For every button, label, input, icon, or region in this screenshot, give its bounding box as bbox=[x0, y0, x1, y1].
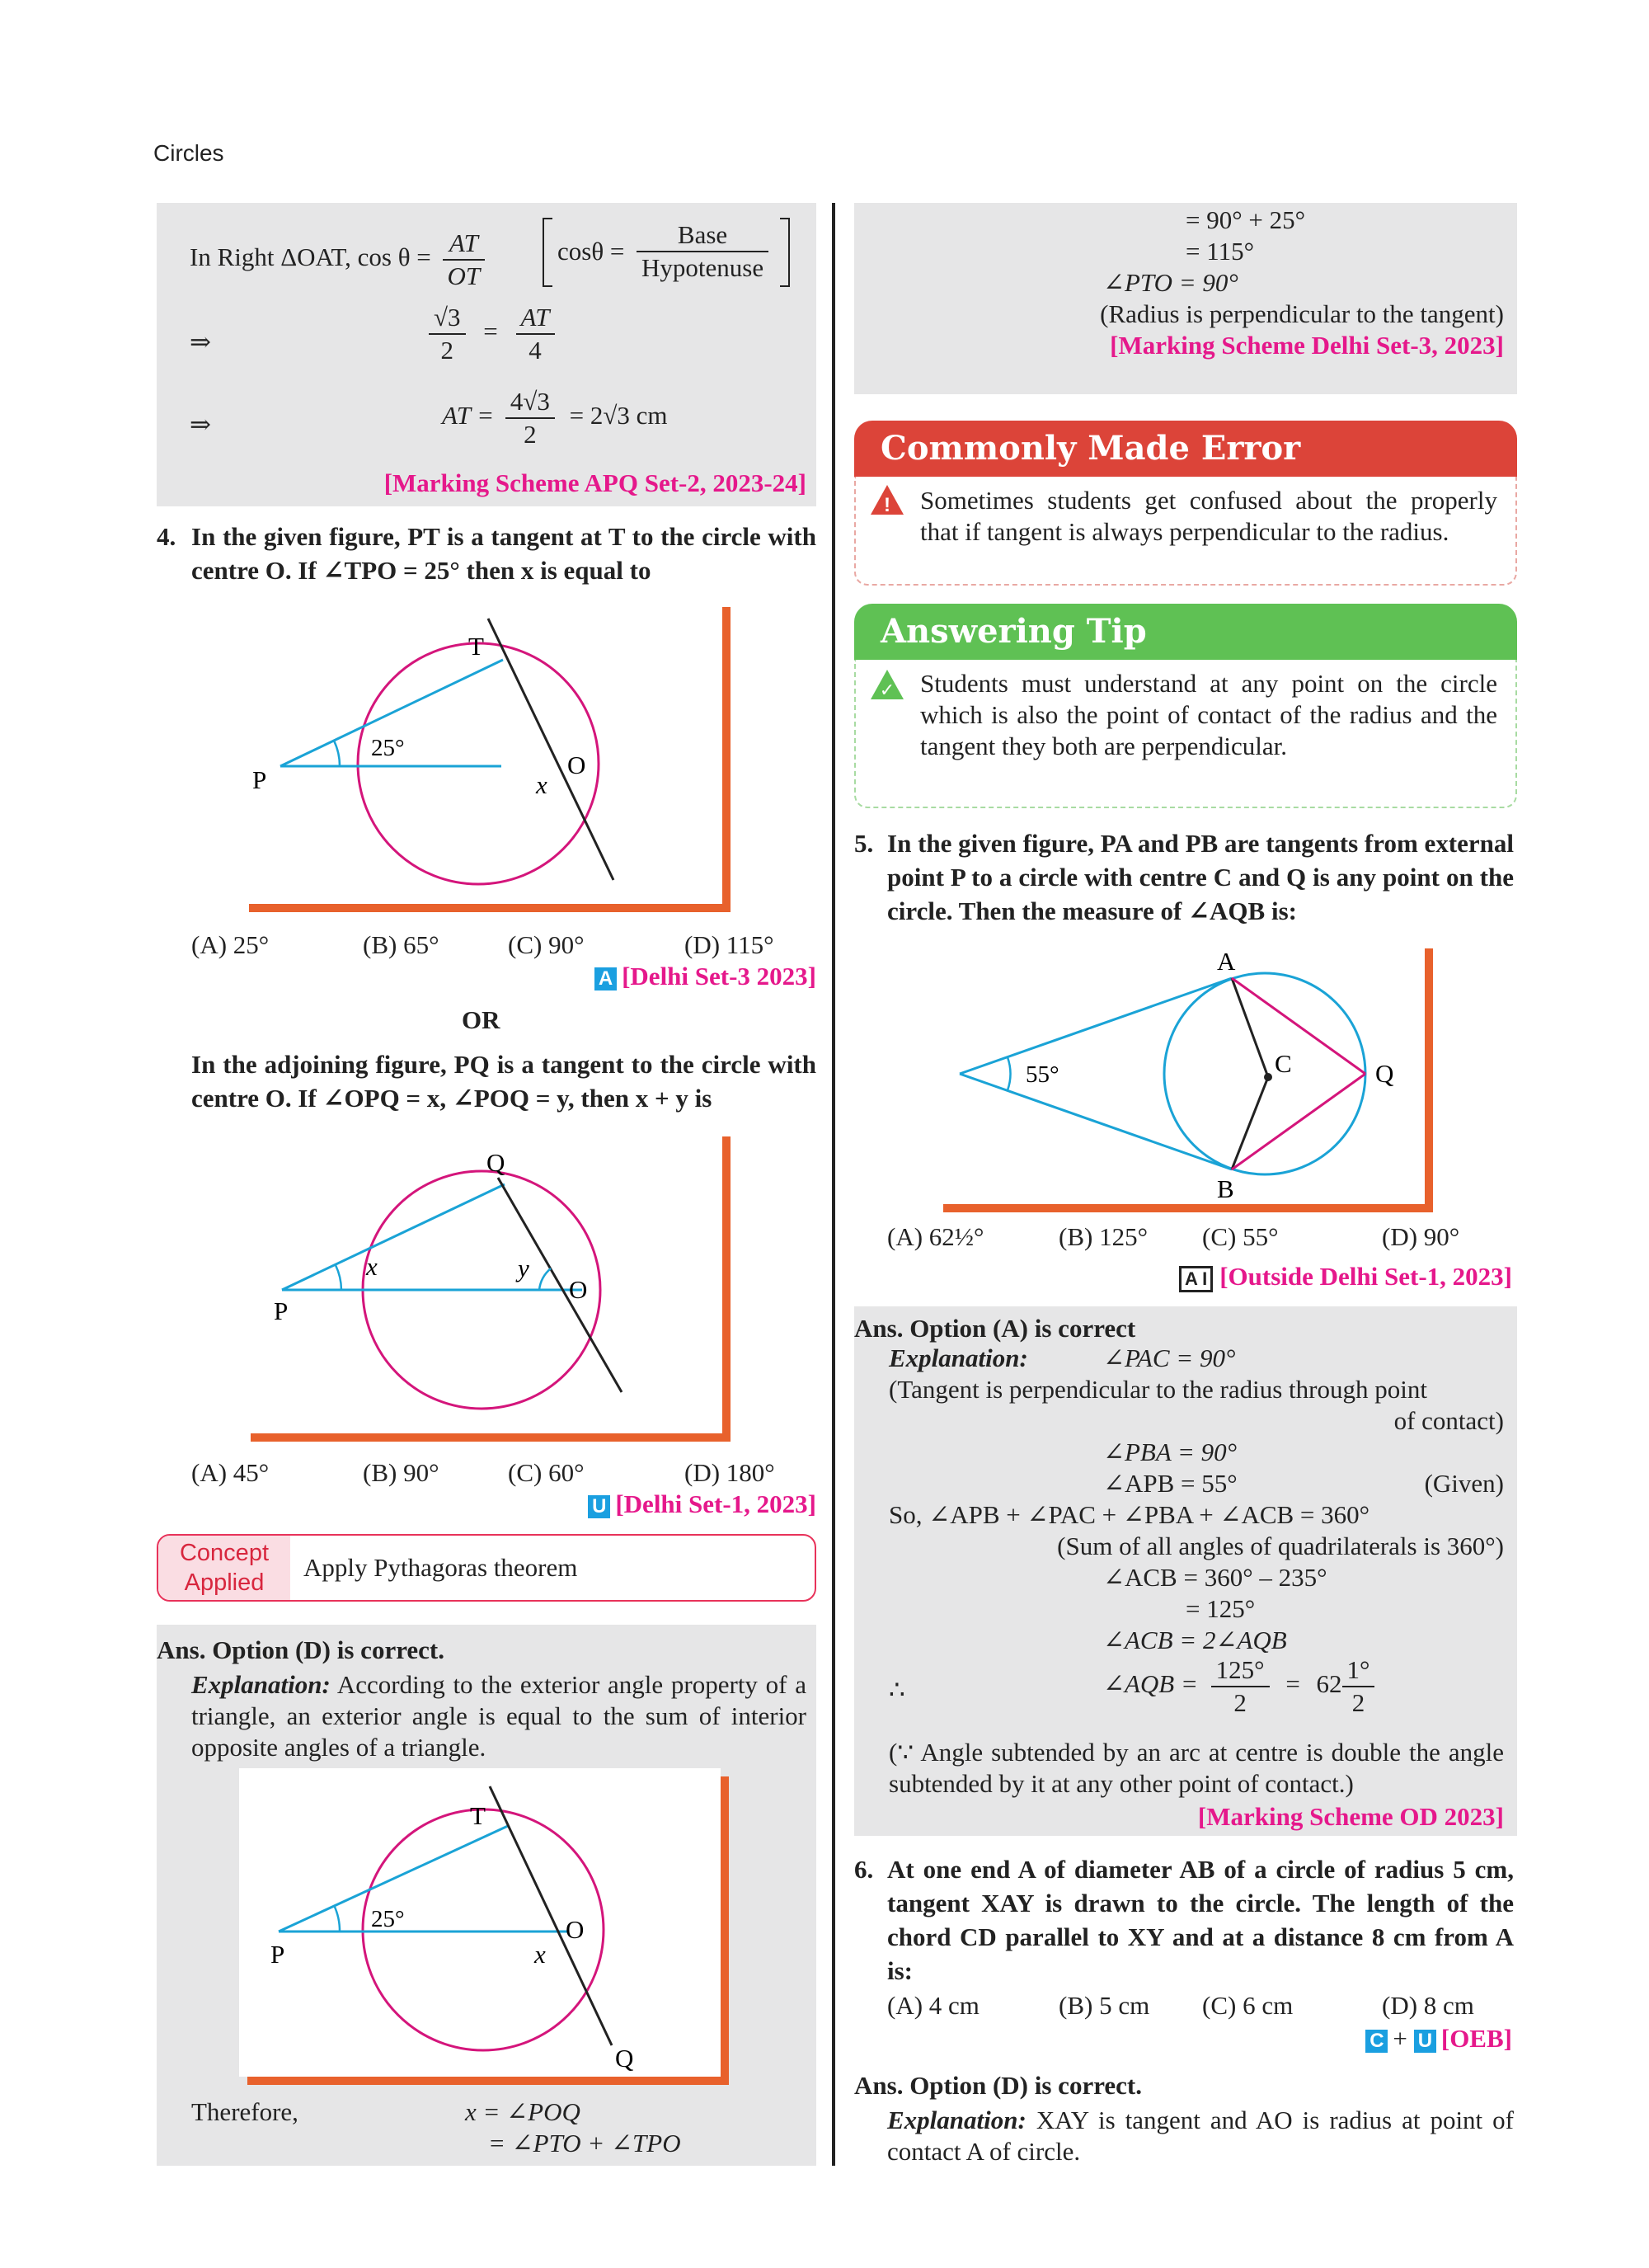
q4-or: OR bbox=[462, 1005, 500, 1034]
ans5-d2: 2 bbox=[1233, 1688, 1247, 1717]
ans4-heading: Ans. Option (D) is correct. bbox=[157, 1635, 444, 1664]
fig2-label-o: O bbox=[569, 1275, 588, 1304]
ans3-four: 4 bbox=[529, 336, 542, 365]
fig2-label-y: y bbox=[518, 1254, 529, 1282]
q4-number: 4. bbox=[157, 522, 176, 551]
answer-4-block bbox=[157, 1625, 816, 2166]
ans5-explanation-label: Explanation: bbox=[889, 1343, 1028, 1372]
fig3-label-o: O bbox=[566, 1915, 585, 1944]
ans3-at-eq: AT = bbox=[442, 401, 495, 431]
q6-reference: [OEB] bbox=[1440, 2024, 1512, 2053]
q4-alt-option-b[interactable]: (B) 90° bbox=[363, 1458, 439, 1487]
concept-applied-text: Apply Pythagoras theorem bbox=[303, 1553, 578, 1582]
ans4c-line2: = 115° bbox=[1186, 237, 1254, 266]
q6-option-b[interactable]: (B) 5 cm bbox=[1059, 1991, 1150, 2020]
ans5-eq: = bbox=[1285, 1669, 1300, 1699]
q4-text: In the given figure, PT is a tangent at T to the circle with centre O. If ∠TPO = 25° then x is equal to bbox=[191, 522, 816, 585]
q6-option-a[interactable]: (A) 4 cm bbox=[887, 1991, 980, 2020]
ans3-two: 2 bbox=[440, 336, 453, 365]
ans4-figure bbox=[239, 1768, 721, 2077]
concept-applied-label: Concept Applied bbox=[158, 1536, 290, 1600]
ans3-frac-at: AT bbox=[443, 228, 486, 261]
ans5-n1: 1° bbox=[1342, 1654, 1375, 1687]
fig4-label-a: A bbox=[1217, 947, 1236, 976]
ans5-d2b: 2 bbox=[1351, 1688, 1365, 1717]
page-header-title: Circles bbox=[153, 140, 224, 166]
cme-text: Sometimes students get confused about the properly that if tangent is always perpendicular to the radius. bbox=[920, 486, 1497, 546]
ans5-e8: ∠ACB = 360° – 235° bbox=[1103, 1563, 1327, 1592]
q4-figure-svg bbox=[241, 599, 722, 904]
q4-figure bbox=[241, 599, 722, 904]
ans5-e1: ∠PAC = 90° bbox=[1103, 1343, 1236, 1372]
ans5-given: (Given) bbox=[1424, 1469, 1504, 1498]
ans5-e10: ∠ACB = 2∠AQB bbox=[1103, 1626, 1287, 1654]
q4-alt-option-a[interactable]: (A) 45° bbox=[191, 1458, 270, 1487]
ans4-explanation: According to the exterior angle property of a triangle, an exterior angle is equal to the sum of interior opposite angles of a triangle. bbox=[191, 1670, 806, 1762]
ans5-e3: of contact) bbox=[1393, 1406, 1504, 1435]
fig1-label-x: x bbox=[536, 770, 547, 799]
ans5-e6: So, ∠APB + ∠PAC + ∠PBA + ∠ACB = 360° bbox=[889, 1500, 1370, 1529]
q5-option-a[interactable]: (A) 62½° bbox=[887, 1222, 984, 1251]
ans6-explanation: XAY is tangent and AO is radius at point of contact A of circle. bbox=[887, 2106, 1514, 2166]
ans3-arrow1: ⇒ bbox=[190, 327, 211, 356]
ans6-explanation-label: Explanation: bbox=[887, 2106, 1027, 2134]
tip-title: Answering Tip bbox=[854, 604, 1517, 660]
ans4c-reference: [Marking Scheme Delhi Set-3, 2023] bbox=[1110, 331, 1504, 360]
fig3-label-p: P bbox=[270, 1940, 285, 1969]
ans5-heading: Ans. Option (A) is correct bbox=[854, 1314, 1136, 1343]
ans5-e2: (Tangent is perpendicular to the radius through point bbox=[889, 1375, 1427, 1404]
q5-figure bbox=[935, 940, 1425, 1204]
ans4-explanation-label: Explanation: bbox=[191, 1670, 331, 1699]
ans5-e7: (Sum of all angles of quadrilaterals is 360°) bbox=[1057, 1532, 1504, 1560]
q6-badge-u: U bbox=[1414, 2030, 1436, 2053]
q5-number: 5. bbox=[854, 829, 874, 858]
fig2-label-q: Q bbox=[486, 1148, 505, 1177]
fig1-label-angle: 25° bbox=[371, 735, 405, 761]
ans5-e9: = 125° bbox=[1186, 1594, 1256, 1623]
q4-level-badge: A bbox=[594, 967, 617, 990]
ans5-e11: ∠AQB = bbox=[1103, 1669, 1198, 1699]
q4-alt-option-c[interactable]: (C) 60° bbox=[508, 1458, 585, 1487]
ans4-figure-svg bbox=[239, 1768, 721, 2077]
ans3-hypotenuse: Hypotenuse bbox=[641, 253, 764, 282]
cme-title: Commonly Made Error bbox=[854, 421, 1517, 477]
q4-option-b[interactable]: (B) 65° bbox=[363, 930, 439, 959]
q4-alt-text: In the adjoining figure, PQ is a tangent to the circle with centre O. If ∠OPQ = x, ∠POQ = y, then x + y is bbox=[191, 1050, 816, 1113]
ans4-eq2: = ∠PTO + ∠TPO bbox=[488, 2129, 681, 2157]
ans6-heading: Ans. Option (D) is correct. bbox=[854, 2071, 1142, 2100]
ans4c-line4: (Radius is perpendicular to the tangent) bbox=[1100, 299, 1504, 328]
q6-plus: + bbox=[1393, 2024, 1407, 2053]
ans4c-line1: = 90° + 25° bbox=[1186, 205, 1306, 234]
ans3-cos: cosθ = bbox=[557, 237, 625, 266]
fig1-label-t: T bbox=[468, 632, 484, 661]
ans3-two-b: 2 bbox=[524, 420, 537, 449]
ans3-bracket bbox=[543, 218, 790, 287]
ans3-result: = 2√3 cm bbox=[569, 401, 668, 431]
fig1-label-p: P bbox=[252, 765, 267, 794]
column-divider bbox=[832, 203, 835, 2166]
q6-badge-c: C bbox=[1365, 2030, 1388, 2053]
warning-icon-glyph: ! bbox=[884, 494, 890, 516]
fig2-label-x: x bbox=[366, 1252, 378, 1281]
ans5-e4: ∠PBA = 90° bbox=[1103, 1437, 1238, 1466]
warning-icon bbox=[869, 483, 905, 516]
fig1-label-o: O bbox=[567, 751, 586, 779]
q4-reference: [Delhi Set-3 2023] bbox=[622, 962, 816, 990]
q4-alt-figure bbox=[242, 1128, 722, 1433]
ans3-reference: [Marking Scheme APQ Set-2, 2023-24] bbox=[383, 468, 806, 497]
q6-option-c[interactable]: (C) 6 cm bbox=[1202, 1991, 1294, 2020]
ans3-frac-ot: OT bbox=[447, 261, 481, 290]
tip-box bbox=[854, 660, 1517, 808]
ans5-reference: [Marking Scheme OD 2023] bbox=[1197, 1802, 1504, 1831]
q5-figure-svg bbox=[935, 940, 1425, 1204]
ans3-base: Base bbox=[637, 219, 768, 252]
check-icon bbox=[869, 668, 905, 701]
q4-alt-option-d[interactable]: (D) 180° bbox=[684, 1458, 775, 1487]
fig2-label-p: P bbox=[274, 1296, 289, 1325]
ans3-4root3: 4√3 bbox=[505, 386, 555, 419]
fig3-label-angle: 25° bbox=[371, 1906, 405, 1932]
fig3-label-q: Q bbox=[615, 2044, 634, 2073]
ans4-eq1: x = ∠POQ bbox=[465, 2097, 580, 2126]
q5-level-badge: A I bbox=[1179, 1266, 1213, 1292]
fig4-label-q: Q bbox=[1375, 1059, 1394, 1088]
q4-option-c[interactable]: (C) 90° bbox=[508, 930, 585, 959]
ans4c-line3: ∠PTO = 90° bbox=[1103, 268, 1238, 297]
fig4-label-angle: 55° bbox=[1026, 1061, 1059, 1088]
q4-option-a[interactable]: (A) 25° bbox=[191, 930, 270, 959]
fig4-label-b: B bbox=[1217, 1174, 1234, 1203]
ans4-therefore: Therefore, bbox=[191, 2097, 298, 2126]
fig3-label-x: x bbox=[534, 1940, 546, 1969]
ans5-whole: 62 bbox=[1316, 1669, 1342, 1699]
q5-option-b[interactable]: (B) 125° bbox=[1059, 1222, 1148, 1251]
q5-text: In the given figure, PA and PB are tangents from external point P to a circle with centre C and Q is any point on the circle. Then the measure of ∠AQB is: bbox=[887, 829, 1514, 925]
ans3-eq: = bbox=[483, 317, 498, 346]
ans5-n125: 125° bbox=[1211, 1654, 1270, 1687]
concept-applied-box bbox=[157, 1534, 816, 1602]
q5-option-c[interactable]: (C) 55° bbox=[1202, 1222, 1279, 1251]
q4-alt-figure-svg bbox=[242, 1128, 722, 1433]
q6-option-d[interactable]: (D) 8 cm bbox=[1382, 1991, 1474, 2020]
q5-reference: [Outside Delhi Set-1, 2023] bbox=[1219, 1262, 1512, 1291]
q4-alt-level-badge: U bbox=[588, 1495, 610, 1518]
ans5-e12: (∵ Angle subtended by an arc at centre is double the angle subtended by it at any other point of contact.) bbox=[889, 1738, 1504, 1798]
fig4-label-c: C bbox=[1275, 1049, 1292, 1078]
q4-option-d[interactable]: (D) 115° bbox=[684, 930, 774, 959]
fig3-label-t: T bbox=[470, 1801, 486, 1830]
answer-5-block bbox=[854, 1306, 1517, 1836]
q4-alt-reference: [Delhi Set-1, 2023] bbox=[615, 1489, 816, 1518]
tip-text: Students must understand at any point on the circle which is also the point of contact of the radius and the tangent they both are perpendicular. bbox=[920, 669, 1497, 760]
cme-box bbox=[854, 477, 1517, 586]
ans5-e5: ∠APB = 55° bbox=[1103, 1469, 1238, 1498]
ans3-arrow2: ⇒ bbox=[190, 410, 211, 439]
ans5-therefore: ∴ bbox=[889, 1675, 905, 1704]
answer-4-continued-block bbox=[854, 203, 1517, 394]
q6-number: 6. bbox=[854, 1855, 874, 1884]
ans3-line1: In Right ΔOAT, cos θ = bbox=[190, 242, 431, 272]
ans3-root3: √3 bbox=[429, 302, 466, 335]
answer-3-block bbox=[157, 203, 816, 506]
ans3-at: AT bbox=[516, 302, 555, 335]
check-icon-glyph: ✓ bbox=[879, 680, 895, 701]
q5-option-d[interactable]: (D) 90° bbox=[1382, 1222, 1460, 1251]
q6-text: At one end A of diameter AB of a circle of radius 5 cm, tangent XAY is drawn to the circle. The length of the chord CD parallel to XY and at a distance 8 cm from A is: bbox=[887, 1855, 1514, 1985]
